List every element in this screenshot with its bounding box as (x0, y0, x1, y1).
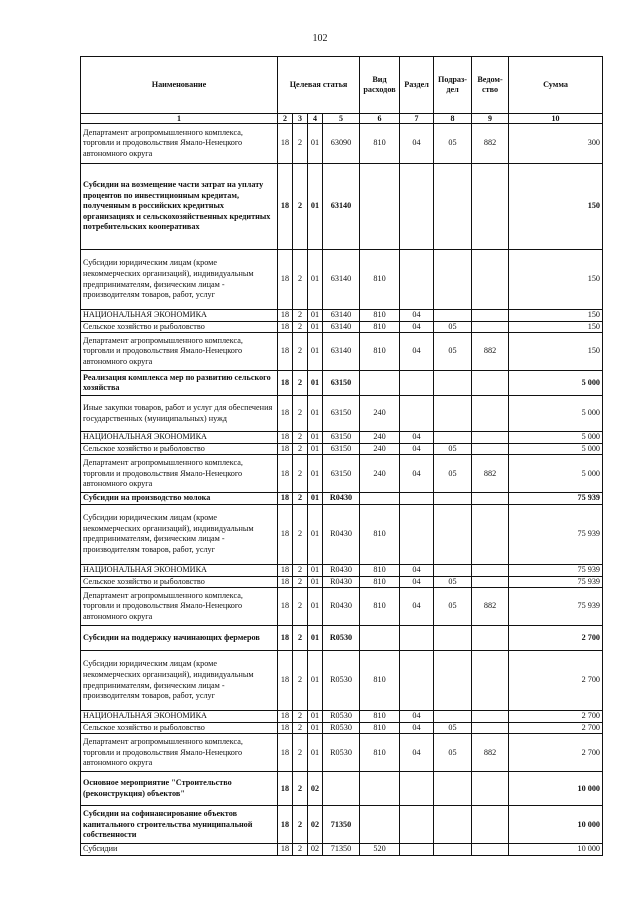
sum-value: 150 (509, 333, 603, 371)
article-code-subprogram: 2 (293, 310, 308, 322)
article-code-subprogram: 2 (293, 443, 308, 455)
subsection-code (434, 504, 472, 564)
subsection-code: 05 (434, 333, 472, 371)
sum-value: 5 000 (509, 396, 603, 432)
subsection-code: 05 (434, 443, 472, 455)
column-number: 8 (434, 114, 472, 124)
sum-value: 150 (509, 250, 603, 310)
subsection-code: 05 (434, 576, 472, 588)
expense-type: 810 (360, 588, 400, 626)
article-code-direction: 63140 (323, 250, 360, 310)
article-code-subprogram: 2 (293, 455, 308, 493)
subsection-code (434, 493, 472, 505)
article-code-event: 01 (308, 722, 323, 734)
article-code-direction: 63140 (323, 333, 360, 371)
header-expense-type: Вид расходов (360, 57, 400, 114)
column-number: 5 (323, 114, 360, 124)
sum-value: 2 700 (509, 722, 603, 734)
article-code-subprogram: 2 (293, 711, 308, 723)
expense-type: 810 (360, 124, 400, 164)
sum-value: 5 000 (509, 443, 603, 455)
table-row (81, 576, 603, 588)
sum-value: 10 000 (509, 772, 603, 806)
row-name: Сельское хозяйство и рыболовство (81, 443, 278, 455)
article-code-program: 18 (278, 576, 293, 588)
department-code (472, 164, 509, 250)
row-name: Субсидии юридическим лицам (кроме некоммерческих организаций), индивидуальным предпринимателям, физическим лицам - производителям товаров, работ, услуг (81, 651, 278, 711)
article-code-direction: 63150 (323, 443, 360, 455)
section-code: 04 (400, 432, 434, 444)
row-name: Сельское хозяйство и рыболовство (81, 722, 278, 734)
article-code-subprogram: 2 (293, 722, 308, 734)
subsection-code (434, 396, 472, 432)
expense-type (360, 493, 400, 505)
expense-type (360, 806, 400, 844)
article-code-event: 01 (308, 734, 323, 772)
article-code-program: 18 (278, 455, 293, 493)
sum-value: 10 000 (509, 844, 603, 856)
expense-type: 240 (360, 396, 400, 432)
table-row (81, 432, 603, 444)
sum-value: 150 (509, 164, 603, 250)
department-code (472, 250, 509, 310)
sum-value: 5 000 (509, 432, 603, 444)
section-code (400, 504, 434, 564)
section-code: 04 (400, 576, 434, 588)
article-code-program: 18 (278, 734, 293, 772)
expense-type (360, 371, 400, 396)
table-row (81, 443, 603, 455)
subsection-code (434, 164, 472, 250)
header-name: Наименование (81, 57, 278, 114)
department-code (472, 396, 509, 432)
expense-type: 810 (360, 651, 400, 711)
article-code-event: 01 (308, 333, 323, 371)
row-name: Субсидии юридическим лицам (кроме некоммерческих организаций), индивидуальным предпринимателям, физическим лицам - производителям товаров, работ, услуг (81, 250, 278, 310)
expense-type: 240 (360, 443, 400, 455)
column-number: 4 (308, 114, 323, 124)
expense-type (360, 772, 400, 806)
column-number: 1 (81, 114, 278, 124)
row-name: Субсидии юридическим лицам (кроме некоммерческих организаций), индивидуальным предпринимателям, физическим лицам - производителям товаров, работ, услуг (81, 504, 278, 564)
table-row (81, 844, 603, 856)
article-code-direction: R0430 (323, 504, 360, 564)
header-subsection: Подраз-дел (434, 57, 472, 114)
section-code: 04 (400, 588, 434, 626)
row-name: Субсидии на софинансирование объектов капитального строительства муниципальной собственности (81, 806, 278, 844)
article-code-subprogram: 2 (293, 321, 308, 333)
subsection-code (434, 806, 472, 844)
article-code-direction: R0530 (323, 711, 360, 723)
table-row (81, 806, 603, 844)
table-row (81, 124, 603, 164)
expense-type: 810 (360, 321, 400, 333)
article-code-direction: 63140 (323, 164, 360, 250)
article-code-program: 18 (278, 844, 293, 856)
sum-value: 75 939 (509, 504, 603, 564)
department-code (472, 310, 509, 322)
header-sum: Сумма (509, 57, 603, 114)
column-number: 7 (400, 114, 434, 124)
article-code-direction: R0530 (323, 651, 360, 711)
article-code-program: 18 (278, 321, 293, 333)
article-code-subprogram: 2 (293, 371, 308, 396)
expense-type: 810 (360, 333, 400, 371)
department-code (472, 651, 509, 711)
row-name: Иные закупки товаров, работ и услуг для обеспечения государственных (муниципальных) нужд (81, 396, 278, 432)
subsection-code: 05 (434, 734, 472, 772)
section-code: 04 (400, 564, 434, 576)
row-name: Сельское хозяйство и рыболовство (81, 321, 278, 333)
section-code: 04 (400, 321, 434, 333)
article-code-subprogram: 2 (293, 333, 308, 371)
row-name: Департамент агропромышленного комплекса, торговли и продовольствия Ямало-Ненецкого автономного округа (81, 588, 278, 626)
row-name: Департамент агропромышленного комплекса, торговли и продовольствия Ямало-Ненецкого автономного округа (81, 455, 278, 493)
article-code-event: 01 (308, 493, 323, 505)
sum-value: 75 939 (509, 576, 603, 588)
expense-type: 810 (360, 722, 400, 734)
article-code-subprogram: 2 (293, 806, 308, 844)
table-row (81, 493, 603, 505)
subsection-code: 05 (434, 321, 472, 333)
article-code-event: 02 (308, 806, 323, 844)
article-code-event: 01 (308, 564, 323, 576)
department-code (472, 626, 509, 651)
row-name: Департамент агропромышленного комплекса, торговли и продовольствия Ямало-Ненецкого автономного округа (81, 734, 278, 772)
section-code: 04 (400, 124, 434, 164)
article-code-direction: R0430 (323, 576, 360, 588)
table-row (81, 772, 603, 806)
table-row (81, 564, 603, 576)
article-code-event: 01 (308, 310, 323, 322)
expense-type: 810 (360, 310, 400, 322)
table-row (81, 626, 603, 651)
budget-table (80, 56, 603, 856)
article-code-subprogram: 2 (293, 734, 308, 772)
column-number: 2 (278, 114, 293, 124)
section-code (400, 164, 434, 250)
row-name: Субсидии на производство молока (81, 493, 278, 505)
article-code-event: 01 (308, 432, 323, 444)
article-code-subprogram: 2 (293, 164, 308, 250)
section-code (400, 626, 434, 651)
section-code: 04 (400, 734, 434, 772)
article-code-direction: R0530 (323, 626, 360, 651)
table-row (81, 588, 603, 626)
department-code (472, 772, 509, 806)
article-code-subprogram: 2 (293, 626, 308, 651)
article-code-program: 18 (278, 443, 293, 455)
table-row (81, 310, 603, 322)
article-code-direction: 63150 (323, 432, 360, 444)
department-code (472, 844, 509, 856)
article-code-program: 18 (278, 493, 293, 505)
department-code (472, 504, 509, 564)
article-code-direction: 63140 (323, 310, 360, 322)
expense-type: 810 (360, 576, 400, 588)
subsection-code: 05 (434, 722, 472, 734)
table-row (81, 250, 603, 310)
table-row (81, 455, 603, 493)
subsection-code (434, 772, 472, 806)
article-code-direction: R0530 (323, 734, 360, 772)
subsection-code (434, 626, 472, 651)
article-code-direction (323, 772, 360, 806)
department-code (472, 432, 509, 444)
sum-value: 2 700 (509, 651, 603, 711)
row-name: Основное мероприятие "Строительство (реконструкция) объектов" (81, 772, 278, 806)
row-name: НАЦИОНАЛЬНАЯ ЭКОНОМИКА (81, 310, 278, 322)
sum-value: 2 700 (509, 734, 603, 772)
column-number: 3 (293, 114, 308, 124)
header-section: Раздел (400, 57, 434, 114)
header-department: Ведом-ство (472, 57, 509, 114)
article-code-event: 01 (308, 321, 323, 333)
column-number-row (81, 114, 603, 124)
section-code (400, 250, 434, 310)
section-code (400, 396, 434, 432)
section-code: 04 (400, 455, 434, 493)
subsection-code (434, 564, 472, 576)
article-code-event: 01 (308, 443, 323, 455)
article-code-program: 18 (278, 164, 293, 250)
sum-value: 150 (509, 310, 603, 322)
table-row (81, 651, 603, 711)
article-code-program: 18 (278, 310, 293, 322)
article-code-program: 18 (278, 626, 293, 651)
row-name: Реализация комплекса мер по развитию сельского хозяйства (81, 371, 278, 396)
subsection-code (434, 651, 472, 711)
row-name: Субсидии (81, 844, 278, 856)
article-code-direction: R0430 (323, 493, 360, 505)
row-name: НАЦИОНАЛЬНАЯ ЭКОНОМИКА (81, 432, 278, 444)
table-row (81, 396, 603, 432)
article-code-event: 01 (308, 576, 323, 588)
expense-type: 520 (360, 844, 400, 856)
article-code-program: 18 (278, 722, 293, 734)
article-code-direction: 71350 (323, 806, 360, 844)
table-body (81, 124, 603, 856)
article-code-subprogram: 2 (293, 432, 308, 444)
expense-type: 810 (360, 250, 400, 310)
sum-value: 5 000 (509, 371, 603, 396)
subsection-code (434, 432, 472, 444)
article-code-direction: 63150 (323, 455, 360, 493)
header-target-article: Целевая статья (278, 57, 360, 114)
subsection-code (434, 250, 472, 310)
article-code-event: 02 (308, 772, 323, 806)
subsection-code (434, 371, 472, 396)
column-number: 9 (472, 114, 509, 124)
table-row (81, 711, 603, 723)
department-code (472, 371, 509, 396)
article-code-subprogram: 2 (293, 493, 308, 505)
department-code: 882 (472, 124, 509, 164)
article-code-direction: 63140 (323, 321, 360, 333)
subsection-code: 05 (434, 588, 472, 626)
department-code (472, 493, 509, 505)
sum-value: 75 939 (509, 564, 603, 576)
expense-type (360, 626, 400, 651)
row-name: НАЦИОНАЛЬНАЯ ЭКОНОМИКА (81, 564, 278, 576)
article-code-direction: R0430 (323, 588, 360, 626)
article-code-program: 18 (278, 371, 293, 396)
expense-type: 810 (360, 734, 400, 772)
department-code (472, 576, 509, 588)
table-row (81, 321, 603, 333)
expense-type: 810 (360, 564, 400, 576)
subsection-code: 05 (434, 124, 472, 164)
department-code (472, 564, 509, 576)
department-code (472, 321, 509, 333)
expense-type: 240 (360, 455, 400, 493)
article-code-event: 01 (308, 626, 323, 651)
article-code-subprogram: 2 (293, 564, 308, 576)
row-name: Департамент агропромышленного комплекса, торговли и продовольствия Ямало-Ненецкого автономного округа (81, 333, 278, 371)
expense-type: 810 (360, 711, 400, 723)
article-code-event: 01 (308, 588, 323, 626)
subsection-code (434, 844, 472, 856)
section-code (400, 651, 434, 711)
expense-type: 240 (360, 432, 400, 444)
article-code-event: 01 (308, 455, 323, 493)
article-code-program: 18 (278, 711, 293, 723)
sum-value: 2 700 (509, 711, 603, 723)
expense-type (360, 164, 400, 250)
department-code: 882 (472, 734, 509, 772)
table-row (81, 734, 603, 772)
table-row (81, 722, 603, 734)
department-code: 882 (472, 588, 509, 626)
article-code-program: 18 (278, 124, 293, 164)
table-header-row (81, 57, 603, 114)
article-code-event: 01 (308, 371, 323, 396)
article-code-subprogram: 2 (293, 588, 308, 626)
article-code-program: 18 (278, 250, 293, 310)
department-code: 882 (472, 455, 509, 493)
article-code-program: 18 (278, 651, 293, 711)
article-code-program: 18 (278, 504, 293, 564)
sum-value: 75 939 (509, 493, 603, 505)
page-number: 102 (312, 33, 328, 44)
row-name: Сельское хозяйство и рыболовство (81, 576, 278, 588)
article-code-event: 01 (308, 124, 323, 164)
section-code: 04 (400, 711, 434, 723)
article-code-direction: R0430 (323, 564, 360, 576)
subsection-code: 05 (434, 455, 472, 493)
section-code: 04 (400, 443, 434, 455)
section-code (400, 806, 434, 844)
row-name: НАЦИОНАЛЬНАЯ ЭКОНОМИКА (81, 711, 278, 723)
article-code-event: 01 (308, 651, 323, 711)
section-code (400, 772, 434, 806)
sum-value: 150 (509, 321, 603, 333)
department-code (472, 711, 509, 723)
article-code-subprogram: 2 (293, 651, 308, 711)
article-code-direction: 63150 (323, 396, 360, 432)
sum-value: 10 000 (509, 806, 603, 844)
article-code-event: 01 (308, 250, 323, 310)
subsection-code (434, 310, 472, 322)
section-code (400, 844, 434, 856)
article-code-program: 18 (278, 772, 293, 806)
table-row (81, 164, 603, 250)
article-code-program: 18 (278, 333, 293, 371)
sum-value: 300 (509, 124, 603, 164)
department-code (472, 722, 509, 734)
table-row (81, 504, 603, 564)
article-code-event: 02 (308, 844, 323, 856)
table-row (81, 371, 603, 396)
article-code-subprogram: 2 (293, 504, 308, 564)
article-code-subprogram: 2 (293, 844, 308, 856)
article-code-subprogram: 2 (293, 576, 308, 588)
column-number: 10 (509, 114, 603, 124)
article-code-subprogram: 2 (293, 772, 308, 806)
row-name: Департамент агропромышленного комплекса, торговли и продовольствия Ямало-Ненецкого автономного округа (81, 124, 278, 164)
article-code-event: 01 (308, 396, 323, 432)
department-code: 882 (472, 333, 509, 371)
article-code-event: 01 (308, 711, 323, 723)
article-code-direction: 63090 (323, 124, 360, 164)
article-code-direction: 71350 (323, 844, 360, 856)
article-code-event: 01 (308, 504, 323, 564)
section-code: 04 (400, 310, 434, 322)
section-code (400, 493, 434, 505)
section-code: 04 (400, 722, 434, 734)
section-code (400, 371, 434, 396)
article-code-subprogram: 2 (293, 124, 308, 164)
article-code-program: 18 (278, 588, 293, 626)
article-code-subprogram: 2 (293, 250, 308, 310)
article-code-event: 01 (308, 164, 323, 250)
sum-value: 2 700 (509, 626, 603, 651)
article-code-direction: R0530 (323, 722, 360, 734)
department-code (472, 806, 509, 844)
article-code-program: 18 (278, 806, 293, 844)
row-name: Субсидии на поддержку начинающих фермеров (81, 626, 278, 651)
section-code: 04 (400, 333, 434, 371)
column-number: 6 (360, 114, 400, 124)
row-name: Субсидии на возмещение части затрат на уплату процентов по инвестиционным кредитам, полученным в российских кредитных организациях и сельскохозяйственных кредитных потребительских кооперативах (81, 164, 278, 250)
sum-value: 75 939 (509, 588, 603, 626)
department-code (472, 443, 509, 455)
table-row (81, 333, 603, 371)
article-code-subprogram: 2 (293, 396, 308, 432)
subsection-code (434, 711, 472, 723)
expense-type: 810 (360, 504, 400, 564)
article-code-program: 18 (278, 564, 293, 576)
article-code-program: 18 (278, 432, 293, 444)
sum-value: 5 000 (509, 455, 603, 493)
article-code-direction: 63150 (323, 371, 360, 396)
article-code-program: 18 (278, 396, 293, 432)
